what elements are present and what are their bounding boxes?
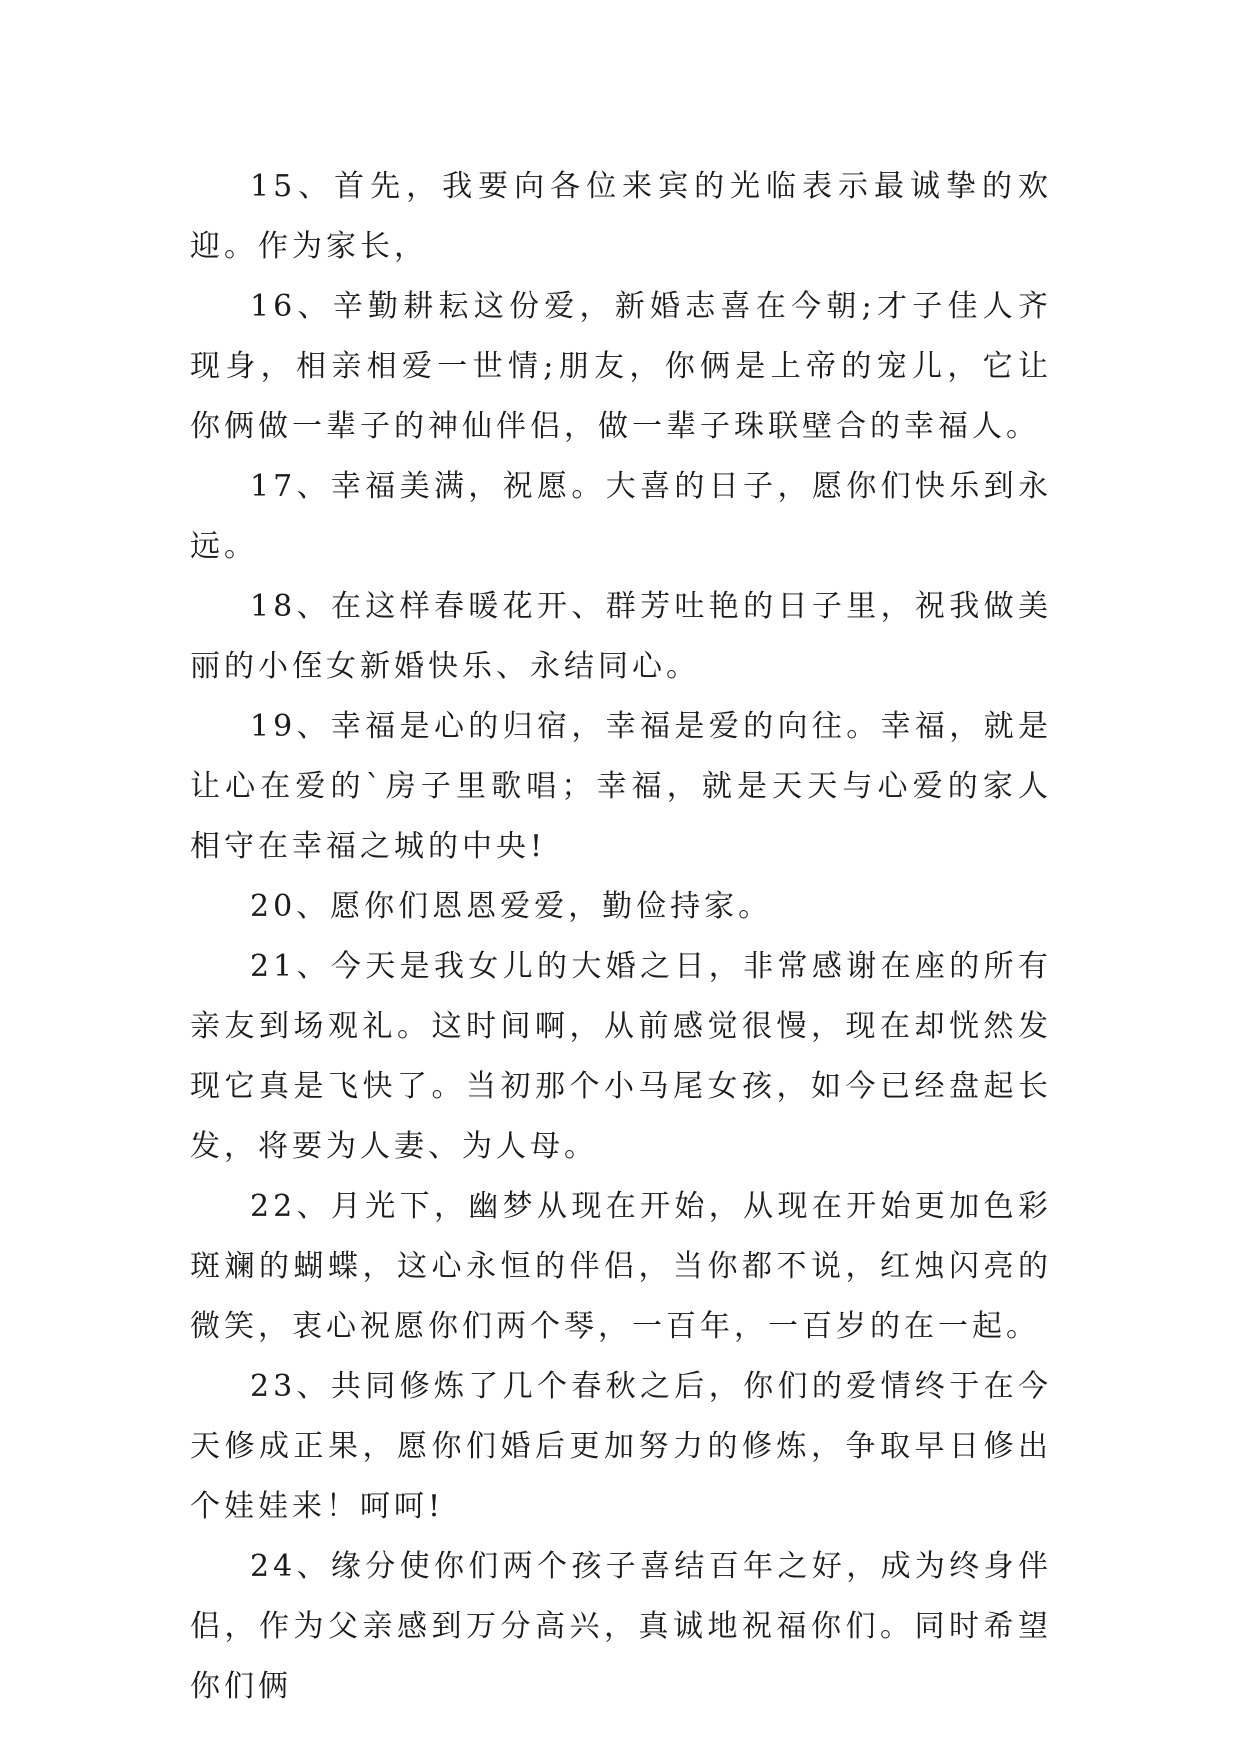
paragraph-23: 23、共同修炼了几个春秋之后，你们的爱情终于在今天修成正果，愿你们婚后更加努力的修炼，争取早日修出个娃娃来！呵呵! xyxy=(190,1369,1052,1524)
document-body xyxy=(190,157,1052,1717)
paragraph-19: 19、幸福是心的归宿，幸福是爱的向往。幸福，就是让心在爱的`房子里歌唱；幸福，就是天天与心爱的家人相守在幸福之城的中央! xyxy=(190,709,1052,864)
paragraph-18: 18、在这样春暖花开、群芳吐艳的日子里，祝我做美丽的小侄女新婚快乐、永结同心。 xyxy=(190,589,1052,684)
paragraph-21: 21、今天是我女儿的大婚之日，非常感谢在座的所有亲友到场观礼。这时间啊，从前感觉很慢，现在却恍然发现它真是飞快了。当初那个小马尾女孩，如今已经盘起长发，将要为人妻、为人母。 xyxy=(190,949,1052,1164)
paragraph-16: 16、辛勤耕耘这份爱，新婚志喜在今朝;才子佳人齐现身，相亲相爱一世情;朋友，你俩是上帝的宠儿，它让你俩做一辈子的神仙伴侣，做一辈子珠联壁合的幸福人。 xyxy=(190,289,1052,444)
paragraph-20: 20、愿你们恩恩爱爱，勤俭持家。 xyxy=(250,889,773,924)
paragraph-15: 15、首先，我要向各位来宾的光临表示最诚挚的欢迎。作为家长， xyxy=(190,169,1052,264)
paragraph-17: 17、幸福美满，祝愿。大喜的日子，愿你们快乐到永远。 xyxy=(190,469,1052,564)
paragraph-22: 22、月光下，幽梦从现在开始，从现在开始更加色彩斑斓的蝴蝶，这心永恒的伴侣，当你都不说，红烛闪亮的微笑，衷心祝愿你们两个琴，一百年，一百岁的在一起。 xyxy=(190,1189,1052,1344)
paragraph-24: 24、缘分使你们两个孩子喜结百年之好，成为终身伴侣，作为父亲感到万分高兴，真诚地祝福你们。同时希望你们俩 xyxy=(190,1549,1052,1704)
